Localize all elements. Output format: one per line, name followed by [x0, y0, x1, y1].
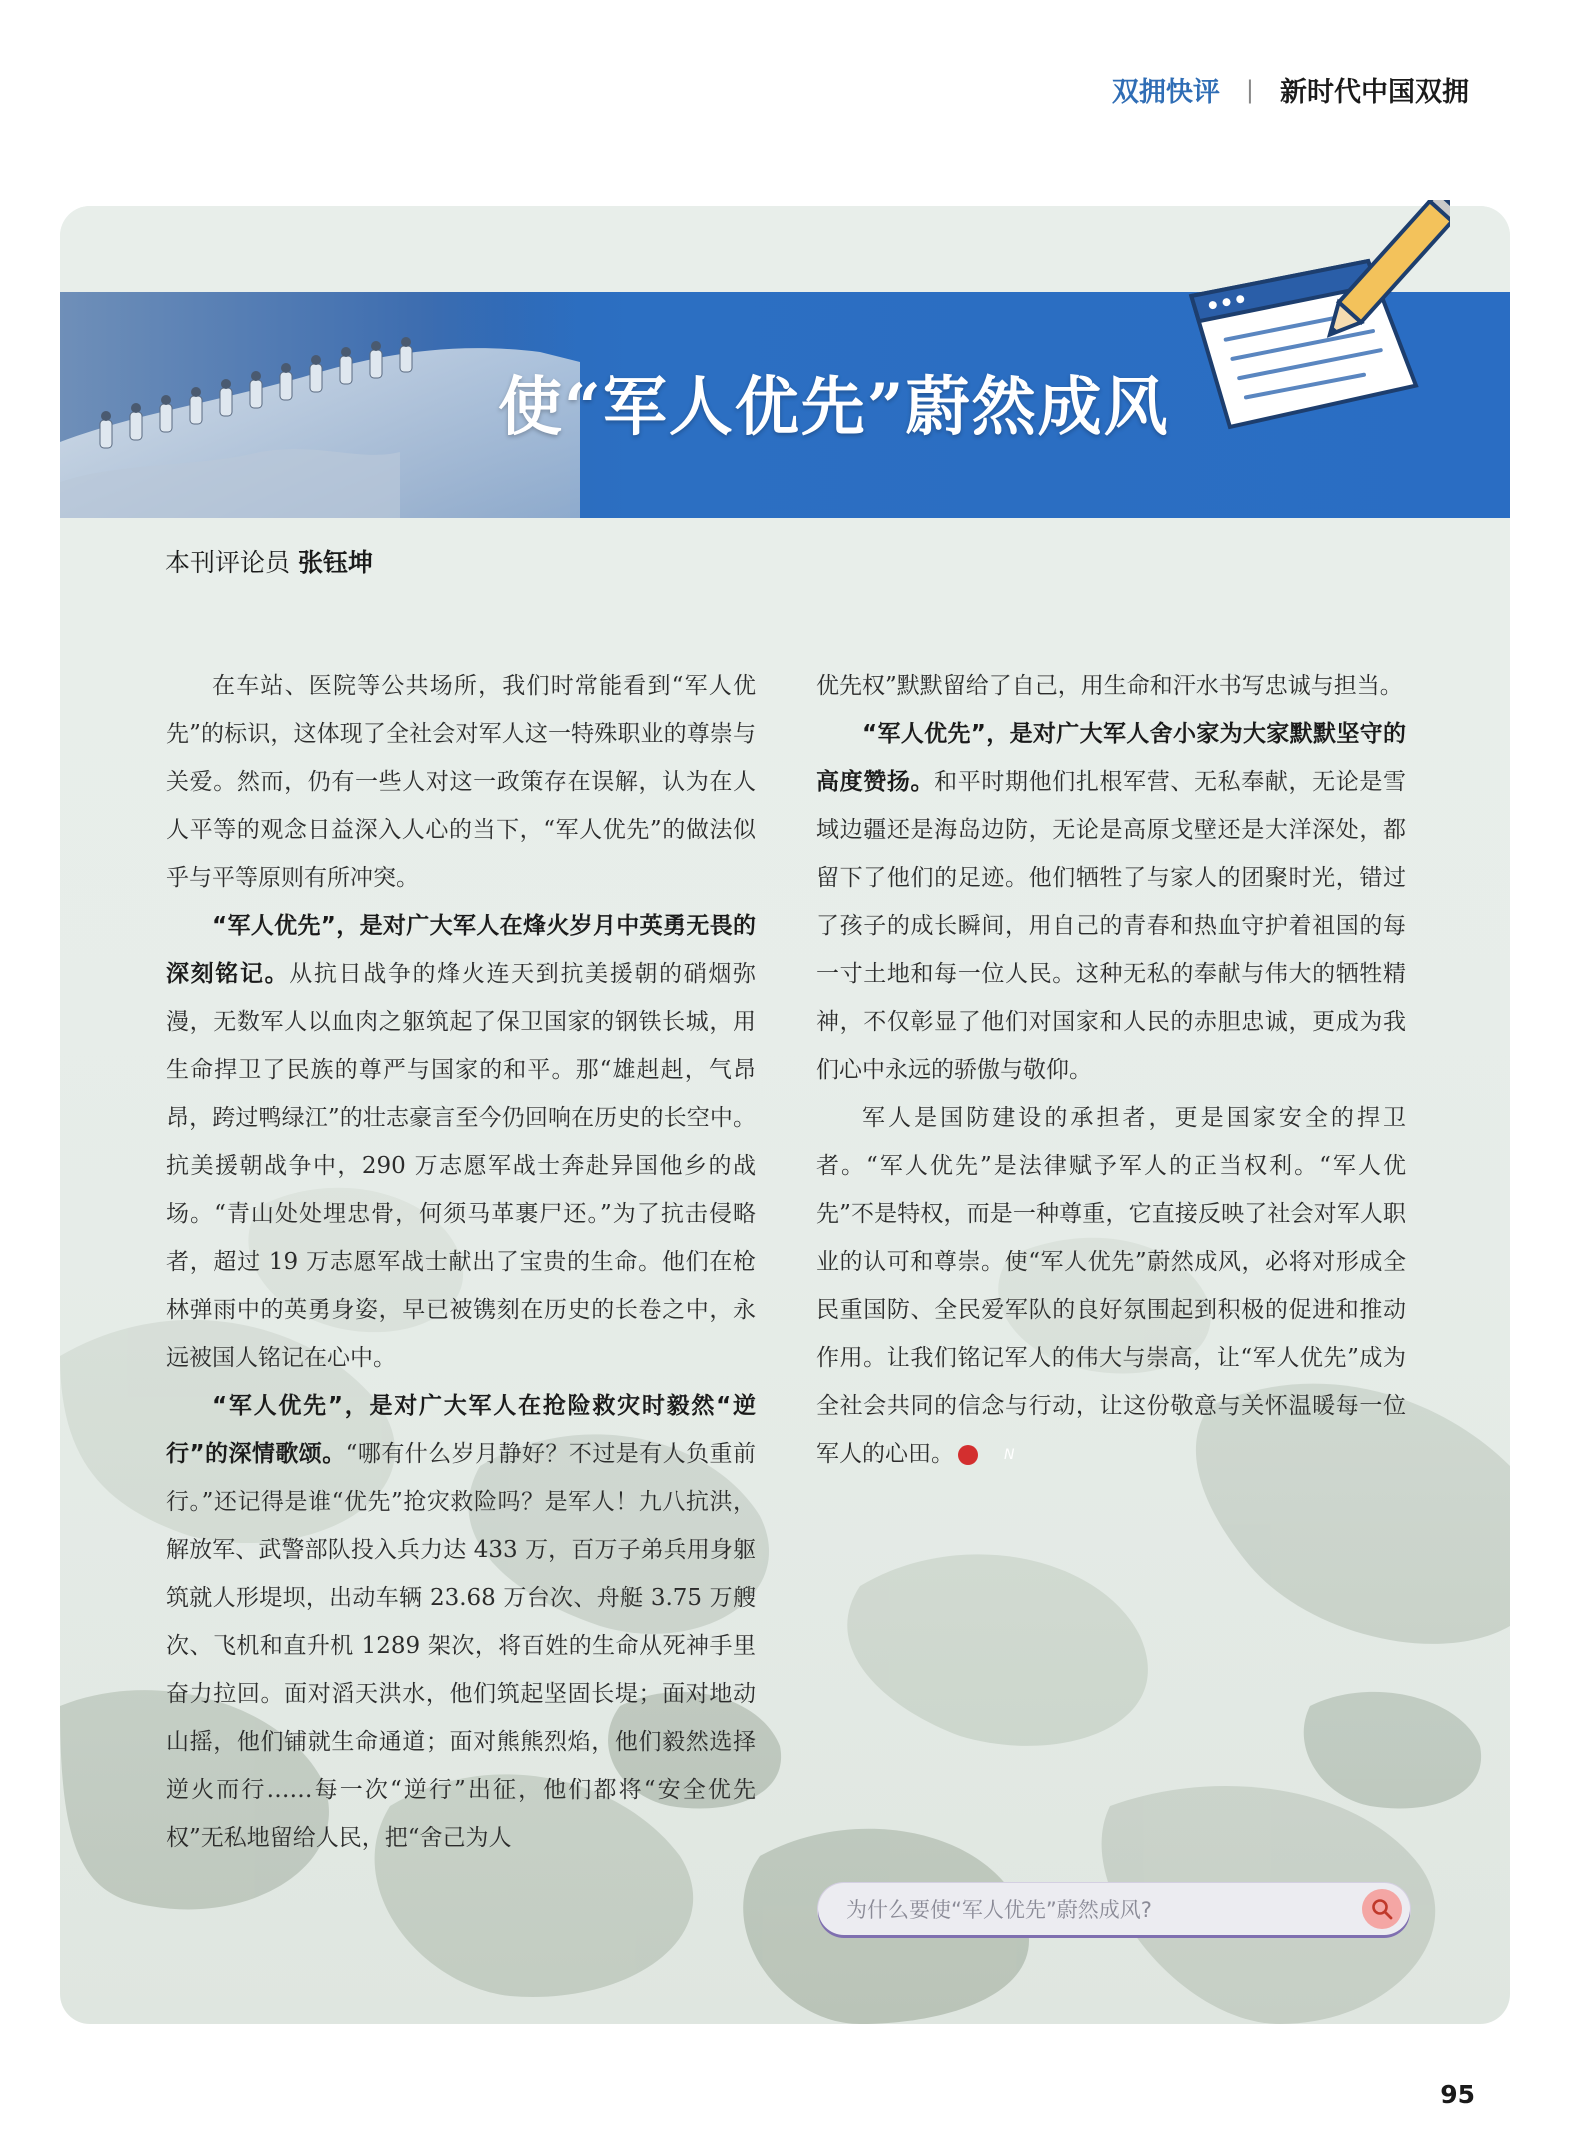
byline-author: 张钰坤 — [297, 548, 373, 577]
page-number: 95 — [1440, 2080, 1475, 2109]
paragraph-lead: “军人优先”，是对广大军人在烽火岁月中英勇无畏的深刻铭记。 — [166, 913, 756, 987]
end-mark-icon: N — [958, 1445, 978, 1465]
paragraph-continuation: 优先权”默默留给了自己，用生命和汗水书写忠诚与担当。 — [816, 673, 1403, 699]
column-label: 新时代中国双拥 — [1280, 77, 1469, 108]
paragraph: 军人是国防建设的承担者，更是国家安全的捍卫者。“军人优先”是法律赋予军人的正当权利。“军人优先”不是特权，而是一种尊重，它直接反映了社会对军人职业的认可和尊崇。使“军人优先”蔚然成风，必将对形成全民重国防、全民爱军队的良好氛围起到积极的促进和推动作用。让我们铭记军人的伟大与崇高，让“军人优先”成为全社会共同的信念与行动，让这份敬意与关怀温暖每一位军人的心田。 N — [816, 1105, 1406, 1467]
paragraph: “军人优先”，是对广大军人舍小家为大家默默坚守的高度赞扬。和平时期他们扎根军营、无私奉献，无论是雪域边疆还是海岛边防，无论是高原戈壁还是大洋深处，都留下了他们的足迹。他们牺牲了与家人的团聚时光，错过了孩子的成长瞬间，用自己的青春和热血守护着祖国的每一寸土地和每一位人民。这种无私的奉献与伟大的牺牲精神，不仅彰显了他们对国家和人民的赤胆忠诚，更成为我们心中永远的骄傲与敬仰。 — [816, 721, 1406, 1083]
article-body-right — [816, 662, 1406, 1478]
notepad-pencil-icon — [1180, 200, 1450, 440]
article-body-left — [166, 662, 756, 1862]
paragraph-lead: “军人优先”，是对广大军人舍小家为大家默默坚守的高度赞扬。 — [816, 721, 1406, 795]
paragraph-lead: “军人优先”，是对广大军人在抢险救灾时毅然“逆行”的深情歌颂。 — [166, 1393, 756, 1467]
paragraph: “军人优先”，是对广大军人在抢险救灾时毅然“逆行”的深情歌颂。“哪有什么岁月静好？不过是有人负重前行。”还记得是谁“优先”抢灾救险吗？是军人！九八抗洪，解放军、武警部队投入兵力达 433 万，百万子弟兵用身躯筑就人形堤坝，出动车辆 23.68 万台次、舟艇 3.75 万艘次、飞机和直升机 1289 架次，将百姓的生命从死神手里奋力拉回。面对滔天洪水，他们筑起坚固长堤；面对地动山摇，他们铺就生命通道；面对熊熊烈焰，他们毅然选择逆火而行……每一次“逆行”出征，他们都将“安全优先权”无私地留给人民，把“舍己为人 — [166, 1393, 756, 1851]
paragraph: 在车站、医院等公共场所，我们时常能看到“军人优先”的标识，这体现了全社会对军人这一特殊职业的尊崇与关爱。然而，仍有一些人对这一政策存在误解，认为在人人平等的观念日益深入人心的当下，“军人优先”的做法似乎与平等原则有所冲突。 — [166, 673, 756, 891]
section-label: 双拥快评 — [1111, 77, 1220, 108]
header-separator: | — [1245, 75, 1254, 104]
running-header — [1112, 70, 1469, 109]
paragraph: “军人优先”，是对广大军人在烽火岁月中英勇无畏的深刻铭记。从抗日战争的烽火连天到抗美援朝的硝烟弥漫，无数军人以血肉之躯筑起了保卫国家的钢铁长城，用生命捍卫了民族的尊严与国家的和平。那“雄赳赳，气昂昂，跨过鸭绿江”的壮志豪言至今仍回响在历史的长空中。抗美援朝战争中，290 万志愿军战士奔赴异国他乡的战场。“青山处处埋忠骨，何须马革裹尸还。”为了抗击侵略者，超过 19 万志愿军战士献出了宝贵的生命。他们在枪林弹雨中的英勇身姿，早已被镌刻在历史的长卷之中，永远被国人铭记在心中。 — [166, 913, 757, 1371]
article-title: 使“军人优先”蔚然成风 — [498, 370, 1170, 445]
search-icon — [1370, 1897, 1394, 1921]
byline-role: 本刊评论员 — [165, 548, 291, 577]
search-query[interactable]: 为什么要使“军人优先”蔚然成风? — [846, 1898, 1152, 1922]
search-box[interactable] — [818, 1883, 1410, 1935]
byline — [165, 543, 373, 579]
search-button[interactable] — [1362, 1889, 1402, 1929]
